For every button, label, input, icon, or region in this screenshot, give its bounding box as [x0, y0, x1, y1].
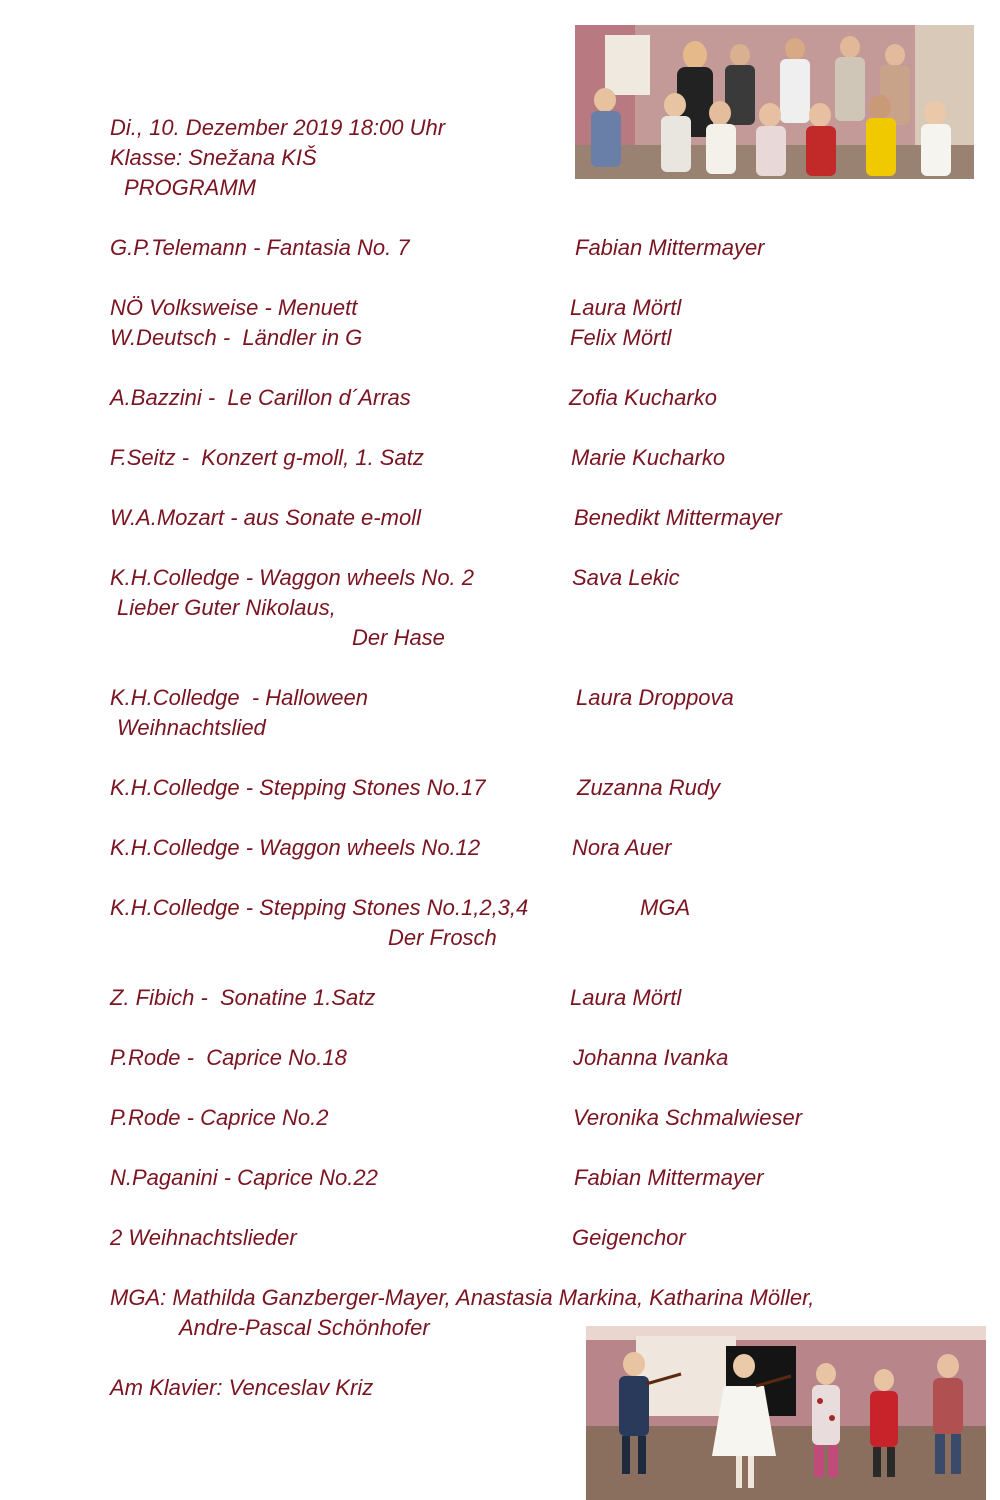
program-performer: Fabian Mittermayer: [575, 235, 765, 260]
program-piece: N.Paganini - Caprice No.22: [110, 1165, 378, 1190]
program-piece: K.H.Colledge - Waggon wheels No.12: [110, 835, 481, 860]
piano-accompanist: Am Klavier: Venceslav Kriz: [110, 1375, 374, 1400]
program-performer: Laura Mörtl: [570, 985, 682, 1010]
program-performer: Veronika Schmalwieser: [573, 1105, 803, 1130]
class-teacher: Klasse: Snežana KIŠ: [110, 145, 317, 170]
program-performer: Zuzanna Rudy: [577, 775, 721, 800]
program-piece: K.H.Colledge - Halloween: [110, 685, 369, 710]
program-performer: Marie Kucharko: [571, 445, 726, 470]
program-piece: P.Rode - Caprice No.2: [110, 1105, 329, 1130]
program-performer: MGA: [640, 895, 691, 920]
program-piece-extra: Der Frosch: [388, 925, 497, 950]
program-piece: K.H.Colledge - Stepping Stones No.17: [110, 775, 486, 800]
concert-date: Di., 10. Dezember 2019 18:00 Uhr: [110, 115, 446, 140]
program-piece: NÖ Volksweise - Menuett: [110, 295, 358, 320]
program-piece: A.Bazzini - Le Carillon d´Arras: [110, 385, 411, 410]
program-piece: F.Seitz - Konzert g-moll, 1. Satz: [110, 445, 424, 470]
group-photo: [575, 25, 974, 179]
program-performer: Laura Mörtl: [570, 295, 682, 320]
program-performer: Benedikt Mittermayer: [574, 505, 782, 530]
program-performer: Felix Mörtl: [570, 325, 672, 350]
program-piece: G.P.Telemann - Fantasia No. 7: [110, 235, 410, 260]
mga-members-continued: Andre-Pascal Schönhofer: [179, 1315, 430, 1340]
program-piece: K.H.Colledge - Waggon wheels No. 2: [110, 565, 475, 590]
program-piece: W.Deutsch - Ländler in G: [110, 325, 363, 350]
program-performer: Johanna Ivanka: [573, 1045, 729, 1070]
violin-performance-photo: [586, 1326, 986, 1500]
program-performer: Zofia Kucharko: [569, 385, 717, 410]
program-piece: Z. Fibich - Sonatine 1.Satz: [110, 985, 376, 1010]
program-piece: 2 Weihnachtslieder: [110, 1225, 297, 1250]
program-performer: Nora Auer: [572, 835, 672, 860]
program-piece: W.A.Mozart - aus Sonate e-moll: [110, 505, 421, 530]
program-piece-extra: Weihnachtslied: [117, 715, 266, 740]
program-piece-extra: Der Hase: [352, 625, 445, 650]
program-performer: Fabian Mittermayer: [574, 1165, 764, 1190]
program-piece: K.H.Colledge - Stepping Stones No.1,2,3,4: [110, 895, 529, 920]
mga-members: MGA: Mathilda Ganzberger-Mayer, Anastasia Markina, Katharina Möller,: [110, 1285, 815, 1310]
program-piece: P.Rode - Caprice No.18: [110, 1045, 347, 1070]
program-piece-extra: Lieber Guter Nikolaus,: [117, 595, 336, 620]
program-performer: Geigenchor: [572, 1225, 686, 1250]
program-title: PROGRAMM: [124, 175, 256, 200]
program-performer: Sava Lekic: [572, 565, 680, 590]
program-performer: Laura Droppova: [576, 685, 734, 710]
